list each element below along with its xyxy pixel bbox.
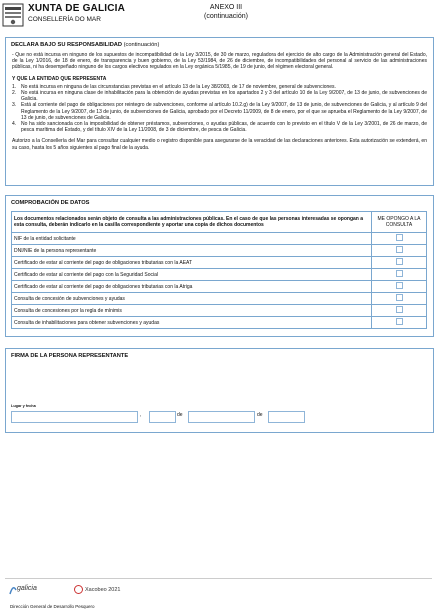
table-row [12, 293, 427, 305]
oppose-checkbox[interactable] [396, 306, 403, 313]
signature-title: FIRMA DE LA PERSONA REPRESENTANTE [11, 353, 129, 359]
galicia-logo [12, 584, 42, 596]
entity-list [12, 84, 427, 134]
list-item: 4. No ha sido sancionada con la imposibilidad de obtener préstamos, subvenciones, o ayudas públicas, de acuerdo con lo previsto en el título V de la Ley 3/2001, de 26 de marzo, de pesca marítima del Estado, y del título XIV de la Ley 11/2008, de 3 de diciembre, de pesca de Galicia. [12, 121, 427, 134]
oppose-checkbox[interactable] [396, 234, 403, 241]
authorization-text: Autorizo a la Consellería del Mar para consultar cualquier medio o registro disponible para asegurarse de la veracidad de las declaraciones anteriores. Esta autorización se extenderá, en su caso, hasta los 5 años siguientes al pago final de la ayuda. [12, 138, 427, 151]
annex-title: ANEXO III [209, 4, 243, 11]
de-label-2: de [257, 412, 263, 418]
list-item: 1. No está incursa en ninguna de las circunstancias previstas en el artículo 13 de la Ley 38/2003, de 17 de noviembre, general de subvenciones. [12, 83, 336, 90]
declaration-section [5, 37, 434, 186]
oppose-checkbox[interactable] [396, 270, 403, 277]
place-field[interactable] [11, 411, 138, 423]
xacobeo-ring-icon [74, 585, 83, 594]
table-row [12, 269, 427, 281]
oppose-checkbox[interactable] [396, 258, 403, 265]
row-label: Consulta de concesión de subvenciones y ayudas [12, 293, 372, 305]
table-row [12, 257, 427, 269]
table-row [12, 233, 427, 245]
comma-separator: , [140, 412, 142, 418]
entity-heading: Y QUE LA ENTIDAD QUE REPRESENTA [12, 75, 107, 82]
table-row [12, 317, 427, 329]
xacobeo-logo-text: Xacobeo 2021 [85, 586, 121, 593]
list-item: 3. Está al corriente del pago de obligaciones por reintegro de subvenciones, conforme al artículo 10.2.g) de la Ley 9/2007, de 13 de junio, de subvenciones de Galicia, y al artículo 9 del Reglamento de la Ley 9/2007, de 13 de junio, de subvenciones de Galicia, aprobado por el Decreto 11/2009, de 8 de enero, por el que se aprueba el Reglamento de la Ley 9/2007, de 13 de junio, de subvenciones de Galicia. [12, 102, 427, 121]
verification-section [5, 195, 434, 337]
table-row [12, 245, 427, 257]
oppose-checkbox[interactable] [396, 246, 403, 253]
xunta-shield-icon [2, 3, 24, 27]
de-label-1: de [177, 412, 183, 418]
table-row [12, 305, 427, 317]
declaration-intro: - Que no está incursa en ninguno de los supuestos de incompatibilidad de la Ley 3/2015, de 30 de marzo, reguladora del ejercicio de alto cargo de la Administración general del Estado, de la Ley 1/2016, de 18 de enero, de transparencia y buen gobierno, de la Ley 53/1984, de 26 de diciembre, de incompatibilidades del personal al servicio de las administraciones públicas, ni ha desempeñado ninguno de los cargos electivos regulados en la Ley orgánica 5/1985, de 19 de junio, del régimen electoral general. [12, 52, 427, 71]
verification-title: COMPROBACIÓN DE DATOS [11, 200, 90, 206]
declaration-title: DECLARA BAJO SU RESPONSABILIDAD (continuación) [11, 42, 160, 48]
row-label: NIF de la entidad solicitante [12, 233, 372, 245]
oppose-checkbox[interactable] [396, 318, 403, 325]
oppose-checkbox[interactable] [396, 294, 403, 301]
table-header: Los documentos relacionados serán objeto de consulta a las administraciones públicas. En el caso de que las personas interesadas se opongan a esta consulta, deberán indicarlo en la casilla correspondiente y aportar una copia de dichos documentos [12, 212, 372, 233]
row-label: Consulta de concesiones por la regla de mínimis [12, 305, 372, 317]
verification-table [11, 211, 427, 329]
row-label: Certificado de estar al corriente del pago de obligaciones tributarias con la Atriga [12, 281, 372, 293]
row-label: Certificado de estar al corriente del pago con la Seguridad Social [12, 269, 372, 281]
table-row [12, 281, 427, 293]
signature-section [5, 348, 434, 433]
footer-unit: Dirección General de Desarrollo Pesquero [10, 604, 95, 609]
annex-subtitle: (continuación) [204, 13, 248, 20]
org-name: XUNTA DE GALICIA [28, 3, 126, 14]
annex-heading [186, 3, 266, 21]
galicia-logo-text: galicia [17, 585, 37, 592]
row-label: DNI/NIE de la persona representante [12, 245, 372, 257]
row-label: Consulta de inhabilitaciones para obtener subvenciones y ayudas [12, 317, 372, 329]
oppose-header: ME OPONGO A LA CONSULTA [372, 212, 427, 233]
declaration-title-suffix: (continuación) [123, 42, 160, 48]
row-label: Certificado de estar al corriente del pago de obligaciones tributarias con la AEAT [12, 257, 372, 269]
oppose-checkbox[interactable] [396, 282, 403, 289]
year-field[interactable] [268, 411, 305, 423]
department-name: CONSELLERÍA DO MAR [28, 16, 101, 23]
footer-divider [5, 578, 432, 579]
xacobeo-logo [74, 585, 120, 594]
month-field[interactable] [188, 411, 255, 423]
list-item: 2. No está incursa en ninguna clase de inhabilitación para la obtención de ayudas previstas en los apartados 2 y 3 del artículo 10 de la Ley 9/2007, de 13 de junio, de subvenciones de Galicia. [12, 90, 427, 103]
place-date-label: Lugar y fecha [11, 404, 36, 408]
day-field[interactable] [149, 411, 176, 423]
page-header [0, 0, 438, 32]
